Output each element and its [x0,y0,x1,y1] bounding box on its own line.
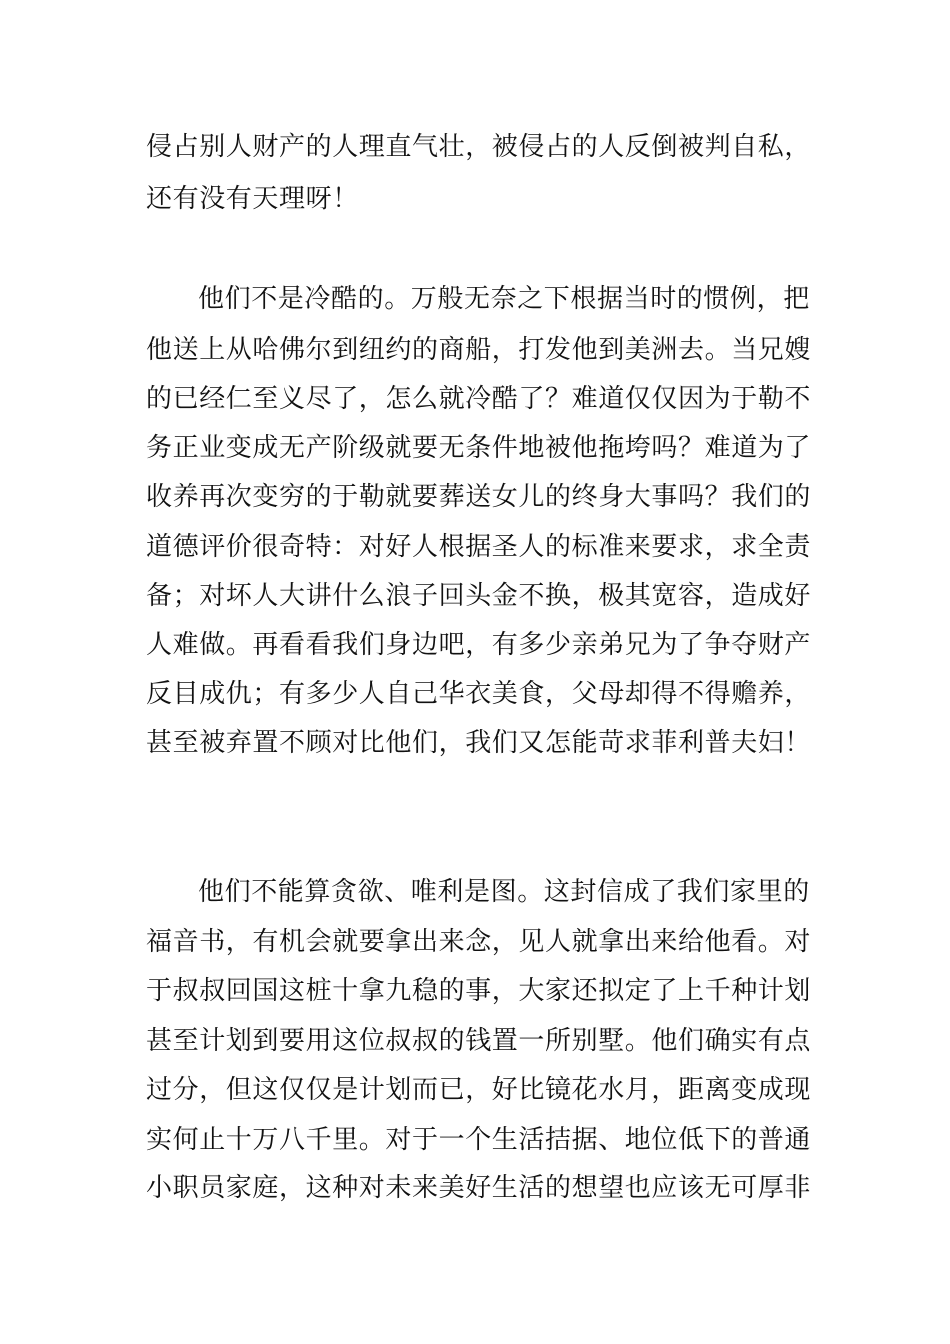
paragraph-3-line-5: 过分，但这仅仅是计划而已，好比镜花水月，距离变成现 [146,1075,812,1105]
paragraph-2-line-4: 务正业变成无产阶级就要无条件地被他拖垮吗？难道为了 [146,433,812,463]
paragraph-2-line-1: 他们不是冷酷的。万般无奈之下根据当时的惯例，把 [198,284,810,314]
paragraph-1-line-1: 侵占别人财产的人理直气壮，被侵占的人反倒被判自私， [146,132,812,162]
paragraph-2-line-2: 他送上从哈佛尔到纽约的商船，打发他到美洲去。当兄嫂 [146,335,812,365]
paragraph-2-line-3: 的已经仁至义尽了，怎么就冷酷了？难道仅仅因为于勒不 [146,384,812,414]
paragraph-2-line-6: 道德评价很奇特：对好人根据圣人的标准来要求，求全责 [146,532,812,562]
paragraph-2-line-5: 收养再次变穷的于勒就要葬送女儿的终身大事吗？我们的 [146,482,812,512]
paragraph-2-line-8: 人难做。再看看我们身边吧，有多少亲弟兄为了争夺财产 [146,630,812,660]
paragraph-2-line-7: 备；对坏人大讲什么浪子回头金不换，极其宽容，造成好 [146,581,812,611]
paragraph-3-line-6: 实何止十万八千里。对于一个生活拮据、地位低下的普通 [146,1125,812,1155]
paragraph-3-line-2: 福音书，有机会就要拿出来念，见人就拿出来给他看。对 [146,927,812,957]
paragraph-3-line-7: 小职员家庭，这种对未来美好生活的想望也应该无可厚非 [146,1173,812,1203]
paragraph-1-line-2: 还有没有天理呀！ [146,184,359,214]
paragraph-2-line-10: 甚至被弃置不顾对比他们，我们又怎能苛求菲利普夫妇！ [146,728,812,758]
paragraph-2-line-9: 反目成仇；有多少人自己华衣美食，父母却得不得赡养， [146,679,812,709]
paragraph-3-line-4: 甚至计划到要用这位叔叔的钱置一所别墅。他们确实有点 [146,1026,812,1056]
paragraph-3-line-1: 他们不能算贪欲、唯利是图。这封信成了我们家里的 [198,877,810,907]
paragraph-3-line-3: 于叔叔回国这桩十拿九稳的事，大家还拟定了上千种计划 [146,976,812,1006]
